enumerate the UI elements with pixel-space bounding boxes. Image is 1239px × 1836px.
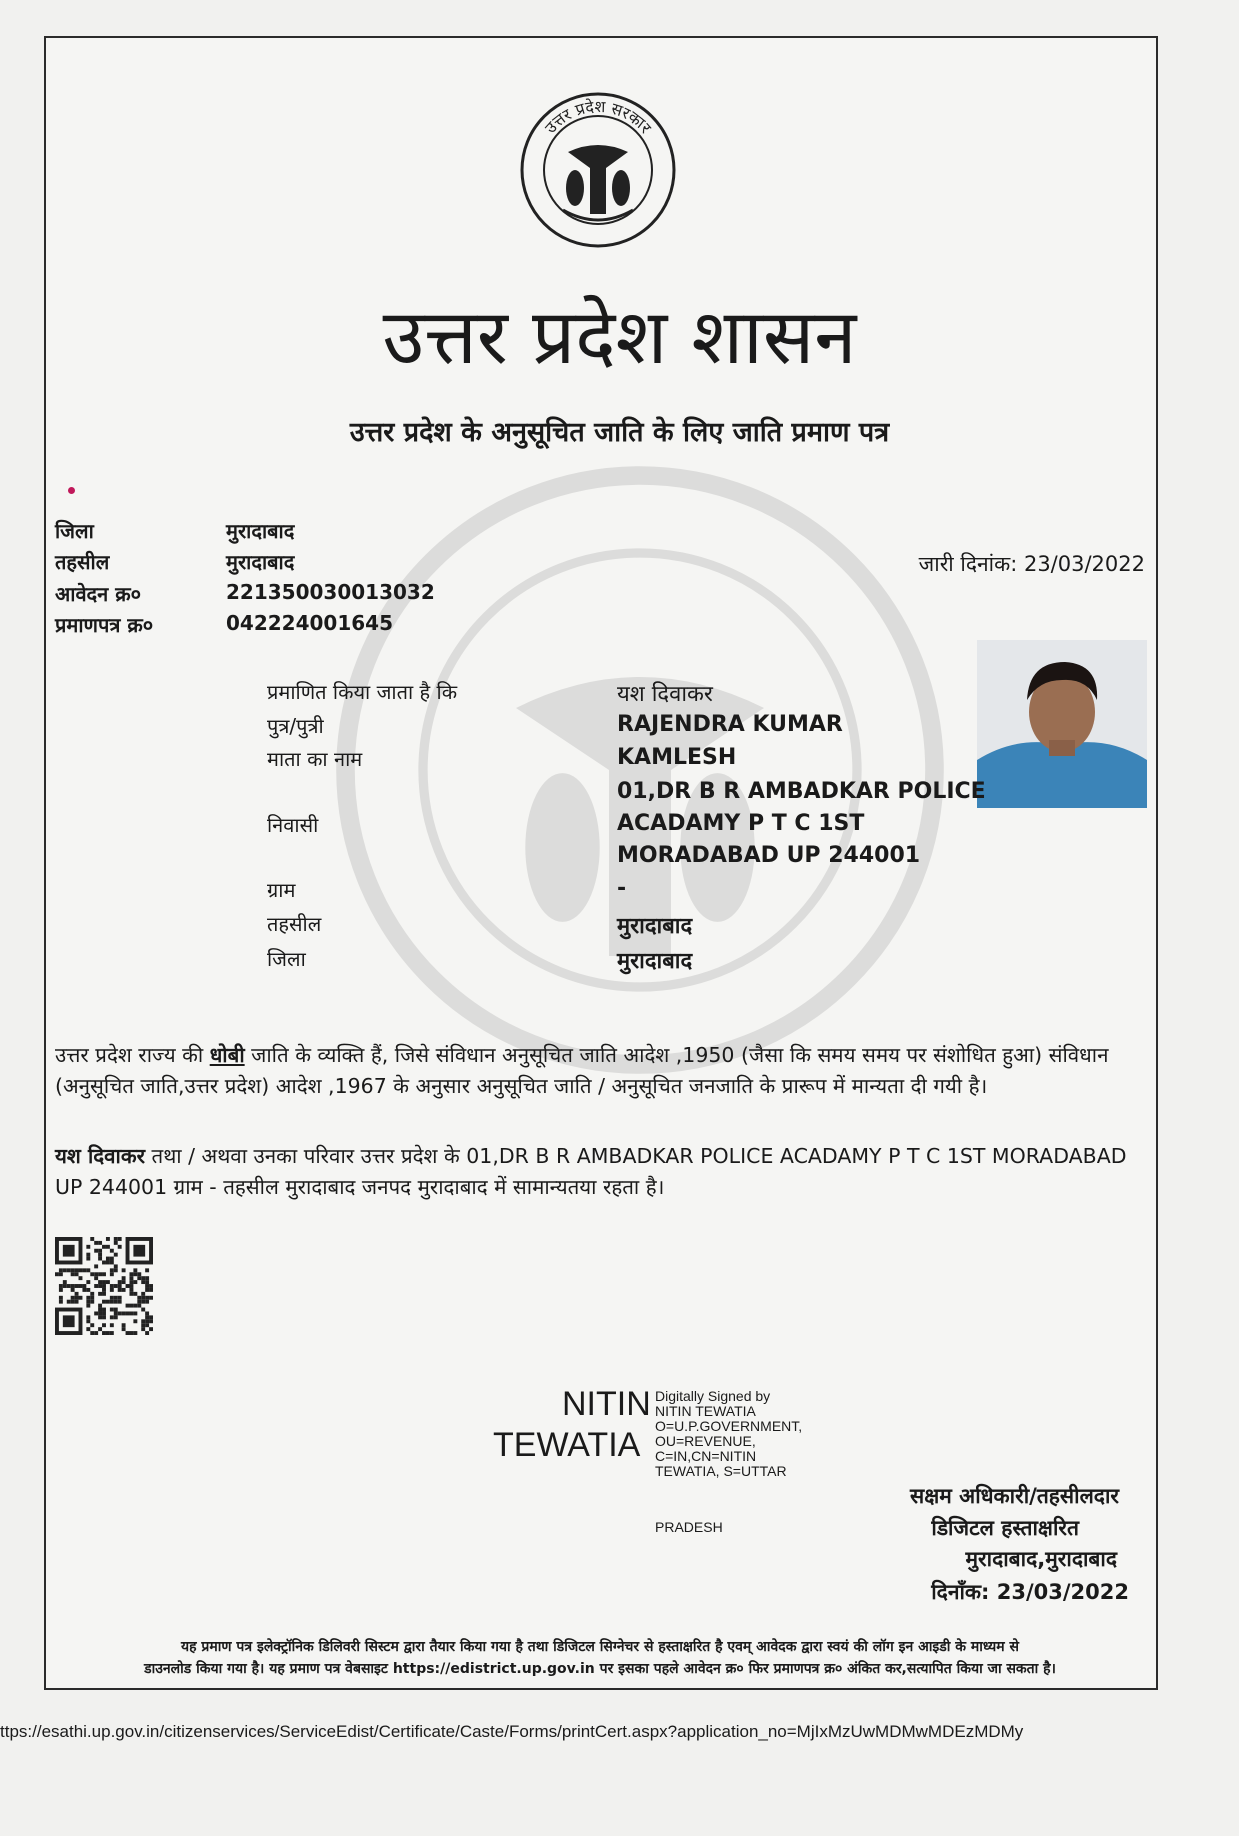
- signature-details: Digitally Signed by NITIN TEWATIA O=U.P.GOVERNMENT, OU=REVENUE, C=IN,CN=NITIN TEWATIA, S=UTTAR: [655, 1388, 803, 1479]
- emblem-text: उत्तर प्रदेश सरकार: [540, 96, 656, 138]
- footer-note: यह प्रमाण पत्र इलेक्ट्रॉनिक डिलिवरी सिस्टम द्वारा तैयार किया गया है तथा डिजिटल सिग्नेचर से हस्ताक्षरित है एवम् आवेदक द्वारा स्वयं की लॉग इन आइडी के माध्यम से डाउनलोड किया गया है। यह प्रमाण पत्र वेबसाइट https://edistrict.up.gov.in पर इसका पहले आवेदन क्र० फिर प्रमाणपत्र क्र० अंकित कर,सत्यापित किया जा सकता है।: [144, 1639, 1056, 1677]
- authority-title: सक्षम अधिकारी/तहसीलदार: [910, 1484, 1119, 1508]
- village-value: -: [617, 876, 627, 901]
- ink-dot: [68, 487, 75, 494]
- tehsil-field-value: मुरादाबाद: [617, 914, 693, 939]
- residence-paragraph: यश दिवाकर तथा / अथवा उनका परिवार उत्तर प्रदेश के 01,DR B R AMBADKAR POLICE ACADAMY P T C 1ST MORADABAD UP 244001 ग्राम - तहसील मुरादाबाद जनपद मुरादाबाद में सामान्यतया रहता है।: [55, 1144, 1127, 1199]
- district-field-value: मुरादाबाद: [617, 949, 693, 974]
- signature-state: PRADESH: [655, 1519, 723, 1535]
- up-government-emblem: [518, 90, 678, 250]
- applicant-name: यश दिवाकर: [617, 682, 713, 707]
- svg-text:उत्तर प्रदेश सरकार: [541, 97, 656, 137]
- certify-label: प्रमाणित किया जाता है कि: [267, 680, 458, 704]
- tehsil-value: मुरादाबाद: [226, 550, 295, 574]
- parent-name: RAJENDRA KUMAR: [617, 712, 843, 737]
- certificate-subtitle: उत्तर प्रदेश के अनुसूचित जाति के लिए जाति प्रमाण पत्र: [349, 417, 890, 448]
- tehsil-field-label: तहसील: [267, 912, 322, 936]
- authority-date: दिनाँक: 23/03/2022: [931, 1580, 1129, 1604]
- signer-last-name: TEWATIA: [493, 1426, 641, 1464]
- mother-name: KAMLESH: [617, 745, 737, 770]
- qr-code: [55, 1237, 153, 1335]
- caste-name: धोबी: [209, 1043, 245, 1067]
- address-line-2: ACADAMY P T C 1ST: [617, 811, 865, 836]
- government-title: उत्तर प्रदेश शासन: [382, 292, 857, 381]
- village-label: ग्राम: [267, 878, 296, 902]
- signer-first-name: NITIN: [562, 1385, 651, 1423]
- district-field-label: जिला: [267, 947, 306, 971]
- application-no-label: आवेदन क्र०: [55, 582, 142, 606]
- authority-digital: डिजिटल हस्ताक्षरित: [931, 1516, 1079, 1540]
- resident-label: निवासी: [267, 813, 319, 837]
- address-line-3: MORADABAD UP 244001: [617, 843, 921, 868]
- tehsil-label: तहसील: [55, 550, 110, 574]
- district-label: जिला: [55, 519, 94, 543]
- certificate-no-label: प्रमाणपत्र क्र०: [55, 613, 154, 637]
- mother-label: माता का नाम: [267, 747, 363, 771]
- emblem-watermark: [330, 460, 950, 1080]
- certificate-no-value: 042224001645: [226, 611, 393, 635]
- parent-label: पुत्र/पुत्री: [267, 714, 324, 738]
- authority-location: मुरादाबाद,मुरादाबाद: [965, 1547, 1117, 1571]
- residence-name: यश दिवाकर: [55, 1144, 145, 1168]
- district-value: मुरादाबाद: [226, 519, 295, 543]
- caste-paragraph: उत्तर प्रदेश राज्य की धोबी जाति के व्यक्ति हैं, जिसे संविधान अनुसूचित जाति आदेश ,1950 (जैसा कि समय समय पर संशोधित हुआ) संविधान (अनुसूचित जाति,उत्तर प्रदेश) आदेश ,1967 के अनुसार अनुसूचित जाति / अनुसूचित जनजाति के प्रारूप में मान्यता दी गयी है।: [55, 1043, 1109, 1098]
- issue-date: जारी दिनांक: 23/03/2022: [918, 552, 1145, 576]
- application-no-value: 221350030013032: [226, 580, 435, 604]
- print-url: ttps://esathi.up.gov.in/citizenservices/ServiceEdist/Certificate/Caste/Forms/printCert.aspx?application_no=MjIxMzUwMDMwMDEzMDMy: [0, 1722, 1024, 1741]
- address-line-1: 01,DR B R AMBADKAR POLICE: [617, 779, 986, 804]
- applicant-photo: [977, 640, 1147, 808]
